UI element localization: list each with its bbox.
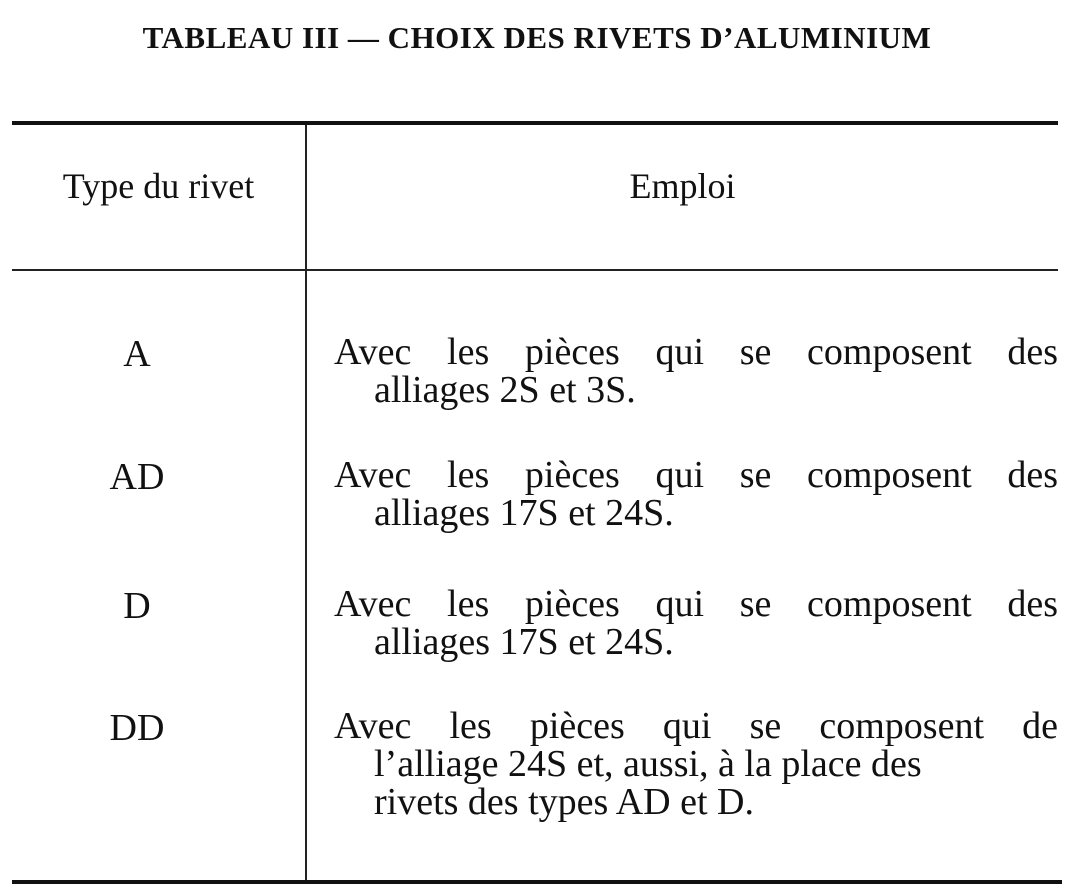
top-rule xyxy=(12,121,1058,125)
emploi-line: Avec les pièces qui se composent des xyxy=(334,331,1058,373)
row-emploi-a xyxy=(334,333,1058,409)
row-type-d: D xyxy=(123,585,151,627)
row-type-ad: AD xyxy=(109,456,165,498)
emploi-line: alliages 17S et 24S. xyxy=(374,492,674,534)
header-rule xyxy=(12,269,1058,271)
header-type: Type du rivet xyxy=(62,166,255,206)
header-emploi: Emploi xyxy=(629,166,736,206)
emploi-line: Avec les pièces qui se composent des xyxy=(334,454,1058,496)
bottom-rule xyxy=(12,880,1062,884)
table-title: TABLEAU III — CHOIX DES RIVETS D’ALUMINIUM xyxy=(142,20,932,55)
row-emploi-d xyxy=(334,585,1058,661)
emploi-line: rivets des types AD et D. xyxy=(374,781,754,823)
emploi-line: l’alliage 24S et, aussi, à la place des xyxy=(374,743,922,785)
row-type-dd: DD xyxy=(109,707,165,749)
row-emploi-dd xyxy=(334,707,1058,821)
emploi-line: alliages 2S et 3S. xyxy=(374,369,636,411)
emploi-line: Avec les pièces qui se composent des xyxy=(334,583,1058,625)
emploi-line: Avec les pièces qui se composent de xyxy=(334,705,1058,747)
emploi-line: alliages 17S et 24S. xyxy=(374,621,674,663)
row-emploi-ad xyxy=(334,456,1058,532)
row-type-a: A xyxy=(123,333,151,375)
column-divider xyxy=(305,125,307,880)
